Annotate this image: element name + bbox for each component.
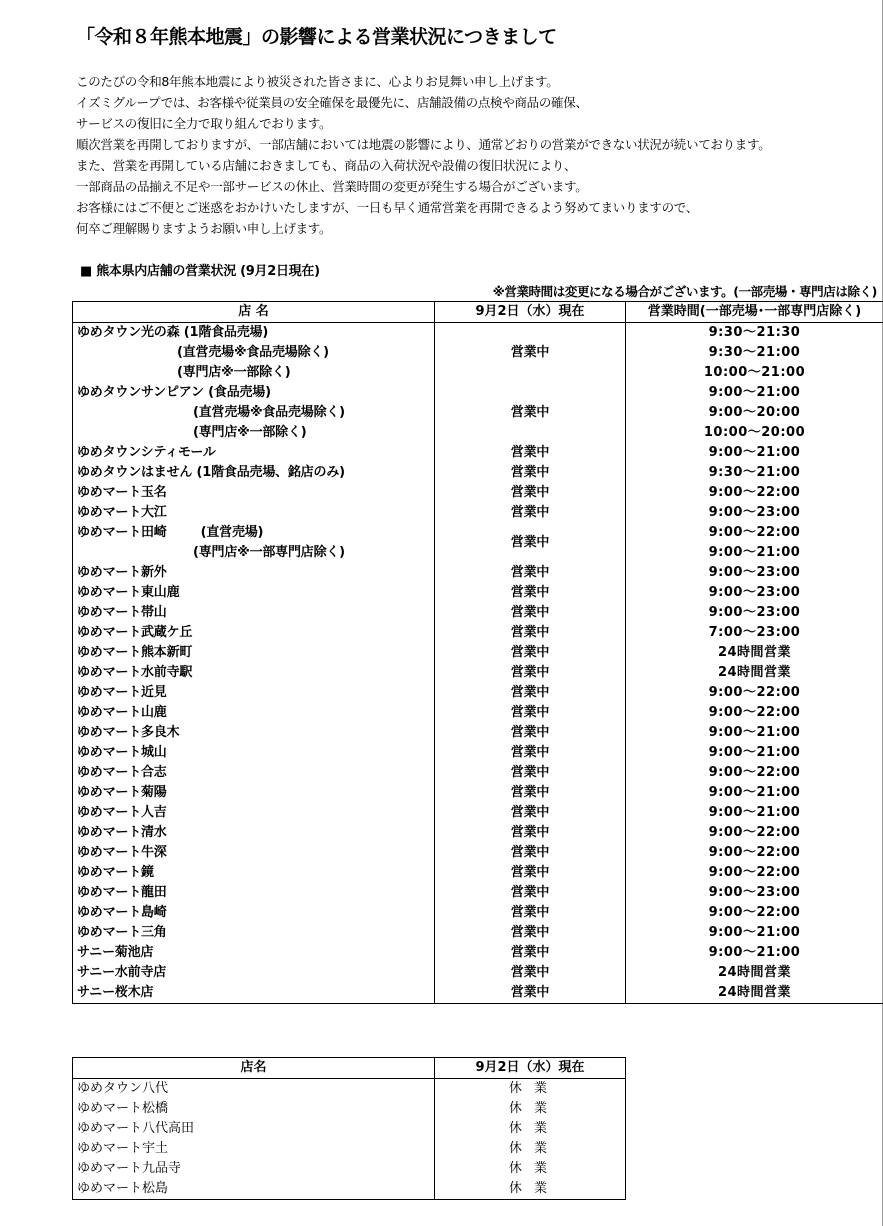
store-name: ゆめマート熊本新町 bbox=[73, 643, 435, 663]
store-status: 休 業 bbox=[435, 1079, 626, 1100]
store-status: 休 業 bbox=[435, 1139, 626, 1159]
table-row bbox=[73, 663, 883, 683]
store-hours: 10:00～20:00 bbox=[626, 423, 883, 443]
column-header-store: 店名 bbox=[73, 1058, 435, 1079]
store-subsection: (直営売場※食品売場除く) bbox=[73, 403, 435, 423]
store-hours: 9:00～22:00 bbox=[626, 683, 883, 703]
hours-note: ※営業時間は変更になる場合がございます。(一部売場・専門店は除く) bbox=[492, 284, 877, 299]
store-status: 営業中 bbox=[435, 683, 626, 703]
store-hours: 9:00～21:00 bbox=[626, 383, 883, 403]
store-subsection: (直営売場) bbox=[200, 525, 264, 540]
store-status: 営業中 bbox=[435, 823, 626, 843]
table-row bbox=[73, 783, 883, 803]
store-hours: 9:00～21:00 bbox=[626, 743, 883, 763]
store-name: ゆめタウンシティモール bbox=[73, 443, 435, 463]
table-row bbox=[73, 843, 883, 863]
store-status: 営業中 bbox=[435, 623, 626, 643]
store-status: 休 業 bbox=[435, 1119, 626, 1139]
store-name: ゆめマート松橋 bbox=[73, 1099, 435, 1119]
table-row bbox=[73, 683, 883, 703]
table-row bbox=[73, 643, 883, 663]
table-row bbox=[73, 1119, 626, 1139]
store-status: 営業中 bbox=[435, 583, 626, 603]
table-row bbox=[73, 883, 883, 903]
store-hours: 9:00～20:00 bbox=[626, 403, 883, 423]
store-status: 営業中 bbox=[435, 643, 626, 663]
store-name: サニー水前寺店 bbox=[73, 963, 435, 983]
table-row bbox=[73, 903, 883, 923]
store-status: 営業中 bbox=[435, 503, 626, 523]
store-hours: 24時間営業 bbox=[626, 983, 883, 1004]
store-subsection: (専門店※一部除く) bbox=[73, 363, 435, 383]
store-hours: 9:00～23:00 bbox=[626, 503, 883, 523]
store-status: 休 業 bbox=[435, 1159, 626, 1179]
store-subsection: (直営売場※食品売場除く) bbox=[73, 343, 435, 363]
store-hours: 9:00～22:00 bbox=[626, 843, 883, 863]
store-name: ゆめマート玉名 bbox=[73, 483, 435, 503]
store-status: 営業中 bbox=[435, 983, 626, 1004]
table-header-row bbox=[73, 302, 883, 323]
store-name: ゆめマート田崎 bbox=[77, 525, 167, 540]
store-name: ゆめマート清水 bbox=[73, 823, 435, 843]
intro-line: お客様にはご不便とご迷惑をおかけいたしますが、一日も早く通常営業を再開できるよう努めてまいりますので、 bbox=[76, 200, 698, 215]
store-status: 営業中 bbox=[435, 963, 626, 983]
store-status: 営業中 bbox=[435, 923, 626, 943]
store-name: サニー桜木店 bbox=[73, 983, 435, 1004]
table-row bbox=[73, 463, 883, 483]
table-row bbox=[73, 503, 883, 523]
intro-line: 一部商品の品揃え不足や一部サービスの休止、営業時間の変更が発生する場合がございます。 bbox=[76, 179, 588, 194]
intro-line: また、営業を再開している店舗におきましても、商品の入荷状況や設備の復旧状況により、 bbox=[76, 158, 577, 173]
page-title: 「令和８年熊本地震」の影響による営業状況につきまして bbox=[76, 26, 557, 48]
table-row bbox=[73, 723, 883, 743]
store-subsection: (専門店※一部専門店除く) bbox=[73, 543, 435, 563]
store-name: ゆめマート武蔵ケ丘 bbox=[73, 623, 435, 643]
table-row bbox=[73, 1179, 626, 1200]
table-row bbox=[73, 943, 883, 963]
store-hours: 9:00～21:00 bbox=[626, 443, 883, 463]
table-header-row bbox=[73, 1058, 626, 1079]
table-row bbox=[73, 603, 883, 623]
table-row bbox=[73, 563, 883, 583]
store-status: 営業中 bbox=[435, 463, 626, 483]
store-hours: 7:00～23:00 bbox=[626, 623, 883, 643]
table-row bbox=[73, 383, 883, 403]
store-subsection: (専門店※一部除く) bbox=[73, 423, 435, 443]
column-header-status: 9月2日（水）現在 bbox=[435, 302, 626, 323]
table-row bbox=[73, 583, 883, 603]
store-status: 営業中 bbox=[435, 883, 626, 903]
store-status: 営業中 bbox=[435, 743, 626, 763]
store-status: 営業中 bbox=[435, 903, 626, 923]
store-status: 営業中 bbox=[435, 943, 626, 963]
store-name: ゆめマート水前寺駅 bbox=[73, 663, 435, 683]
store-status: 営業中 bbox=[435, 563, 626, 583]
store-hours: 9:00～22:00 bbox=[626, 863, 883, 883]
intro-line: サービスの復旧に全力で取り組んでおります。 bbox=[76, 116, 332, 131]
table-row bbox=[73, 763, 883, 783]
table-row bbox=[73, 323, 883, 344]
table-row bbox=[73, 703, 883, 723]
store-name: ゆめタウンサンピアン (食品売場) bbox=[73, 383, 435, 403]
table-row bbox=[73, 523, 883, 543]
store-name: ゆめタウンはません (1階食品売場、銘店のみ) bbox=[73, 463, 435, 483]
store-status: 営業中 bbox=[435, 763, 626, 783]
section-heading: ■ 熊本県内店舗の営業状況 (9月2日現在) bbox=[80, 264, 320, 279]
store-name-cell bbox=[73, 523, 435, 543]
store-name: ゆめマート三角 bbox=[73, 923, 435, 943]
store-name: ゆめマート東山鹿 bbox=[73, 583, 435, 603]
store-name: ゆめマート近見 bbox=[73, 683, 435, 703]
store-status: 営業中 bbox=[435, 523, 626, 563]
table-row bbox=[73, 803, 883, 823]
store-name: ゆめマート新外 bbox=[73, 563, 435, 583]
intro-line: このたびの令和8年熊本地震により被災された皆さまに、心よりお見舞い申し上げます。 bbox=[76, 74, 559, 89]
table-row bbox=[73, 1139, 626, 1159]
column-header-status: 9月2日（水）現在 bbox=[435, 1058, 626, 1079]
store-hours: 9:00～22:00 bbox=[626, 483, 883, 503]
table-row bbox=[73, 1159, 626, 1179]
store-hours: 24時間営業 bbox=[626, 643, 883, 663]
table-row bbox=[73, 923, 883, 943]
store-hours: 9:00～21:00 bbox=[626, 943, 883, 963]
store-status: 休 業 bbox=[435, 1099, 626, 1119]
table-row bbox=[73, 863, 883, 883]
store-name: ゆめタウン光の森 (1階食品売場) bbox=[73, 323, 435, 344]
store-name: ゆめマート山鹿 bbox=[73, 703, 435, 723]
store-name: ゆめマート城山 bbox=[73, 743, 435, 763]
table-row bbox=[73, 443, 883, 463]
store-hours: 9:30～21:00 bbox=[626, 463, 883, 483]
store-hours: 9:00～23:00 bbox=[626, 563, 883, 583]
store-status: 営業中 bbox=[435, 383, 626, 443]
store-status: 営業中 bbox=[435, 323, 626, 384]
table-row bbox=[73, 1079, 626, 1100]
table-row bbox=[73, 743, 883, 763]
store-hours: 9:00～23:00 bbox=[626, 603, 883, 623]
store-hours: 9:00～21:00 bbox=[626, 723, 883, 743]
store-hours: 24時間営業 bbox=[626, 963, 883, 983]
store-hours: 10:00～21:00 bbox=[626, 363, 883, 383]
intro-message bbox=[76, 71, 876, 239]
intro-line: 順次営業を再開しておりますが、一部店舗においては地震の影響により、通常どおりの営業ができない状況が続いております。 bbox=[76, 137, 771, 152]
store-name: ゆめマート八代高田 bbox=[73, 1119, 435, 1139]
store-hours: 9:00～22:00 bbox=[626, 703, 883, 723]
store-status: 営業中 bbox=[435, 703, 626, 723]
store-name: ゆめマート松島 bbox=[73, 1179, 435, 1200]
store-name: ゆめマート帯山 bbox=[73, 603, 435, 623]
column-header-hours: 営業時間(一部売場･一部専門店除く) bbox=[626, 302, 883, 323]
store-status: 営業中 bbox=[435, 483, 626, 503]
store-status: 休 業 bbox=[435, 1179, 626, 1200]
store-hours: 9:00～22:00 bbox=[626, 523, 883, 543]
store-hours: 9:30～21:00 bbox=[626, 343, 883, 363]
store-name: ゆめマート菊陽 bbox=[73, 783, 435, 803]
store-name: ゆめマート牛深 bbox=[73, 843, 435, 863]
store-name: ゆめマート九品寺 bbox=[73, 1159, 435, 1179]
store-hours: 9:00～22:00 bbox=[626, 903, 883, 923]
intro-line: 何卒ご理解賜りますようお願い申し上げます。 bbox=[76, 221, 332, 236]
store-name: ゆめマート合志 bbox=[73, 763, 435, 783]
open-stores-table bbox=[72, 301, 883, 1004]
store-status: 営業中 bbox=[435, 843, 626, 863]
table-row bbox=[73, 983, 883, 1004]
store-status: 営業中 bbox=[435, 443, 626, 463]
table-row bbox=[73, 963, 883, 983]
store-hours: 9:00～22:00 bbox=[626, 823, 883, 843]
store-status: 営業中 bbox=[435, 603, 626, 623]
closed-stores-table bbox=[72, 1057, 626, 1200]
store-hours: 9:00～21:00 bbox=[626, 803, 883, 823]
store-name: ゆめマート宇土 bbox=[73, 1139, 435, 1159]
store-hours: 9:00～21:00 bbox=[626, 923, 883, 943]
store-name: ゆめマート大江 bbox=[73, 503, 435, 523]
store-status: 営業中 bbox=[435, 863, 626, 883]
store-status: 営業中 bbox=[435, 783, 626, 803]
table-row bbox=[73, 823, 883, 843]
column-header-store: 店 名 bbox=[73, 302, 435, 323]
table-row bbox=[73, 1099, 626, 1119]
store-hours: 9:00～21:00 bbox=[626, 783, 883, 803]
store-hours: 24時間営業 bbox=[626, 663, 883, 683]
store-status: 営業中 bbox=[435, 803, 626, 823]
store-name: ゆめマート多良木 bbox=[73, 723, 435, 743]
store-name: ゆめマート鏡 bbox=[73, 863, 435, 883]
store-name: ゆめマート龍田 bbox=[73, 883, 435, 903]
store-name: サニー菊池店 bbox=[73, 943, 435, 963]
store-hours: 9:00～23:00 bbox=[626, 583, 883, 603]
store-name: ゆめタウン八代 bbox=[73, 1079, 435, 1100]
store-name: ゆめマート人吉 bbox=[73, 803, 435, 823]
store-status: 営業中 bbox=[435, 723, 626, 743]
store-hours: 9:30～21:30 bbox=[626, 323, 883, 344]
intro-line: イズミグループでは、お客様や従業員の安全確保を最優先に、店舗設備の点検や商品の確保、 bbox=[76, 95, 588, 110]
store-name: ゆめマート島崎 bbox=[73, 903, 435, 923]
store-hours: 9:00～22:00 bbox=[626, 763, 883, 783]
store-status: 営業中 bbox=[435, 663, 626, 683]
store-hours: 9:00～23:00 bbox=[626, 883, 883, 903]
table-row bbox=[73, 623, 883, 643]
table-row bbox=[73, 483, 883, 503]
store-hours: 9:00～21:00 bbox=[626, 543, 883, 563]
